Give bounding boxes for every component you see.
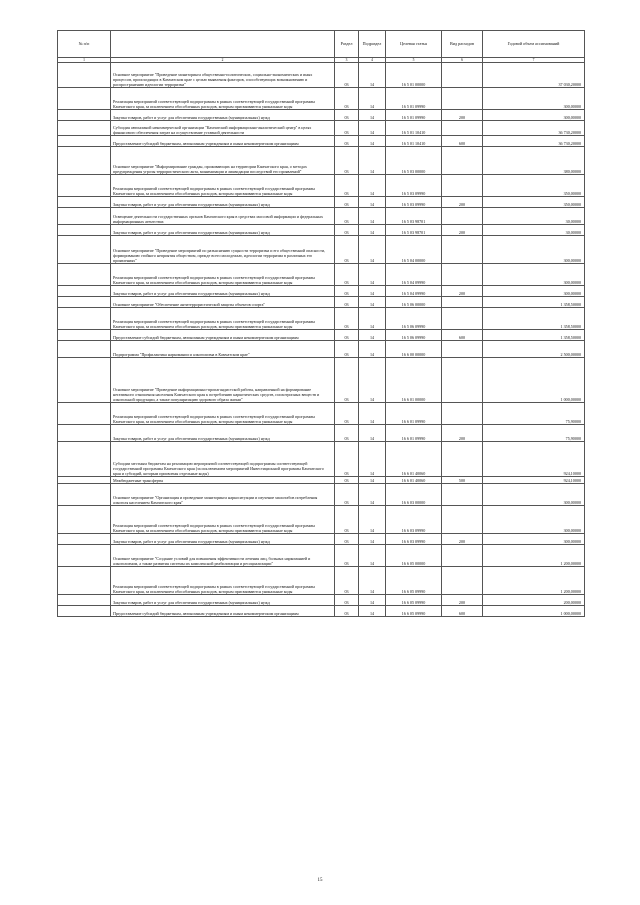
section-code: 03 — [335, 403, 359, 425]
target-article-code: 16 6 00 00000 — [386, 341, 442, 358]
subsection-code: 14 — [359, 286, 386, 297]
section-code: 03 — [335, 63, 359, 88]
section-code: 03 — [335, 606, 359, 617]
column-index-5: 5 — [386, 58, 442, 63]
table-row — [58, 297, 585, 308]
item-name: Реализация мероприятий соответствующей подпрограммы в рамках соответствующей государственной программы Камчатского края, за исключением обособленных расходов, которым присваиваются уникальные коды — [111, 567, 335, 595]
section-code: 03 — [335, 297, 359, 308]
subsection-code: 14 — [359, 225, 386, 236]
target-article-code: 16 5 01 00000 — [386, 63, 442, 88]
target-article-code: 16 6 05 09990 — [386, 606, 442, 617]
row-num-cell — [58, 63, 111, 88]
expense-type-code: 200 — [442, 197, 483, 208]
subsection-code: 14 — [359, 606, 386, 617]
target-article-code: 16 5 03 00000 — [386, 147, 442, 175]
item-name: Основное мероприятие "Проведение мероприятий по разъяснению сущности терроризма и его общественной опасности, формированию стойкого неприятия обществом, прежде всего молодежью, идеологии терроризма в различных его проявлениях" — [111, 236, 335, 264]
item-name: Реализация мероприятий соответствующей подпрограммы в рамках соответствующей государственной программы Камчатского края, за исключением обособленных расходов, которым присваиваются уникальные коды — [111, 175, 335, 197]
column-index-1: 1 — [58, 58, 111, 63]
section-code: 03 — [335, 236, 359, 264]
subsection-code: 14 — [359, 341, 386, 358]
expense-type-code: 200 — [442, 425, 483, 442]
table-row — [58, 147, 585, 175]
annual-amount: 36 730,20000 — [483, 136, 585, 147]
column-index-3: 3 — [335, 58, 359, 63]
table-row — [58, 403, 585, 425]
annual-amount: 924,10000 — [483, 442, 585, 477]
target-article-code: 16 5 04 00000 — [386, 236, 442, 264]
subsection-code: 14 — [359, 403, 386, 425]
table-row — [58, 425, 585, 442]
annual-amount: 75,90000 — [483, 425, 585, 442]
section-code: 03 — [335, 341, 359, 358]
section-code: 03 — [335, 545, 359, 567]
subsection-code: 14 — [359, 477, 386, 484]
target-article-code: 16 5 03 09990 — [386, 175, 442, 197]
target-article-code: 16 6 05 09990 — [386, 595, 442, 606]
item-name: Закупка товаров, работ и услуг для обеспечения государственных (муниципальных) нужд — [111, 286, 335, 297]
expense-type-code: 200 — [442, 595, 483, 606]
table-row — [58, 545, 585, 567]
table-row — [58, 477, 585, 484]
annual-amount: 200,00000 — [483, 595, 585, 606]
header-subsection: Подраздел — [359, 31, 386, 58]
section-code: 03 — [335, 147, 359, 175]
item-name: Предоставление субсидий бюджетным, автономным учреждениям и иным некоммерческим организациям — [111, 606, 335, 617]
section-code: 03 — [335, 330, 359, 341]
target-article-code: 16 5 01 10410 — [386, 136, 442, 147]
item-name: Закупка товаров, работ и услуг для обеспечения государственных (муниципальных) нужд — [111, 225, 335, 236]
expense-type-code: 600 — [442, 330, 483, 341]
expense-type-code — [442, 236, 483, 264]
expense-type-code — [442, 63, 483, 88]
annual-amount: 30,00000 — [483, 208, 585, 225]
expense-type-code — [442, 308, 483, 330]
expense-type-code — [442, 358, 483, 403]
annual-amount: 1 358,50000 — [483, 330, 585, 341]
subsection-code: 14 — [359, 264, 386, 286]
subsection-code: 14 — [359, 236, 386, 264]
section-code: 03 — [335, 358, 359, 403]
item-name: Предоставление субсидий бюджетным, автономным учреждениям и иным некоммерческим организациям — [111, 330, 335, 341]
item-name: Субсидии местным бюджетам на реализацию мероприятий соответствующей подпрограммы соответствующей государственной программы Камчатского края (за исключением мероприятий Инвестиционной программы Камчатского края и субсидий, которым присвоены отдельные коды) — [111, 442, 335, 477]
target-article-code: 16 6 01 40060 — [386, 477, 442, 484]
section-code: 03 — [335, 477, 359, 484]
expense-type-code — [442, 403, 483, 425]
section-code: 03 — [335, 506, 359, 534]
item-name: Реализация мероприятий соответствующей подпрограммы в рамках соответствующей государственной программы Камчатского края, за исключением обособленных расходов, которым присваиваются уникальные коды — [111, 308, 335, 330]
item-name: Основное мероприятие "Организация и проведение мониторинга наркоситуации и изучение масштабов потребления алкоголя населением Камчатского края" — [111, 484, 335, 506]
header-expense-type: Вид расходов — [442, 31, 483, 58]
target-article-code: 16 6 03 00000 — [386, 484, 442, 506]
target-article-code: 16 5 06 09990 — [386, 330, 442, 341]
row-num-cell — [58, 534, 111, 545]
annual-amount: 1 200,00000 — [483, 545, 585, 567]
subsection-code: 14 — [359, 63, 386, 88]
expense-type-code — [442, 545, 483, 567]
annual-amount: 300,00000 — [483, 506, 585, 534]
annual-amount: 2 500,00000 — [483, 341, 585, 358]
table-row — [58, 264, 585, 286]
table-row — [58, 506, 585, 534]
row-num-cell — [58, 358, 111, 403]
target-article-code: 16 5 04 09990 — [386, 264, 442, 286]
table-body — [58, 63, 585, 617]
annual-amount: 1 358,50000 — [483, 297, 585, 308]
annual-amount: 1 200,00000 — [483, 567, 585, 595]
target-article-code: 16 5 06 00000 — [386, 297, 442, 308]
section-code: 03 — [335, 567, 359, 595]
expense-type-code — [442, 442, 483, 477]
annual-amount: 300,00000 — [483, 110, 585, 121]
expense-type-code — [442, 88, 483, 110]
subsection-code: 14 — [359, 197, 386, 208]
target-article-code: 16 5 03 98701 — [386, 225, 442, 236]
annual-amount: 30,00000 — [483, 225, 585, 236]
annual-amount: 924,10000 — [483, 477, 585, 484]
subsection-code: 14 — [359, 545, 386, 567]
target-article-code: 16 6 05 00000 — [386, 545, 442, 567]
target-article-code: 16 6 01 00000 — [386, 358, 442, 403]
section-code: 03 — [335, 225, 359, 236]
annual-amount: 37 030,20000 — [483, 63, 585, 88]
expense-type-code — [442, 208, 483, 225]
annual-amount: 36 730,20000 — [483, 121, 585, 136]
subsection-code: 14 — [359, 534, 386, 545]
subsection-code: 14 — [359, 358, 386, 403]
section-code: 03 — [335, 308, 359, 330]
item-name: Основное мероприятие "Информирование граждан, проживающих на территории Камчатского края, о методах предупреждения угрозы террористического акта, минимизации и ликвидации последствий его проявлений" — [111, 147, 335, 175]
section-code: 03 — [335, 136, 359, 147]
target-article-code: 16 6 01 40060 — [386, 442, 442, 477]
subsection-code: 14 — [359, 330, 386, 341]
row-num-cell — [58, 308, 111, 330]
budget-table-sheet — [57, 30, 584, 617]
subsection-code: 14 — [359, 595, 386, 606]
target-article-code: 16 6 01 09990 — [386, 403, 442, 425]
item-name: Закупка товаров, работ и услуг для обеспечения государственных (муниципальных) нужд — [111, 595, 335, 606]
subsection-code: 14 — [359, 147, 386, 175]
subsection-code: 14 — [359, 110, 386, 121]
subsection-code: 14 — [359, 425, 386, 442]
row-num-cell — [58, 286, 111, 297]
table-row — [58, 110, 585, 121]
target-article-code: 16 5 01 09990 — [386, 88, 442, 110]
subsection-code: 14 — [359, 308, 386, 330]
annual-amount: 300,00000 — [483, 264, 585, 286]
expense-type-code: 200 — [442, 225, 483, 236]
item-name: Основное мероприятие "Проведение информационно-пропагандистской работы, направленной на формирование негативного отношения населения Камчатского края к потреблению наркотических средств, психотропных веществ и алкогольной продукции, а также популяризацию здорового образа жизни" — [111, 358, 335, 403]
header-section: Раздел — [335, 31, 359, 58]
section-code: 03 — [335, 110, 359, 121]
table-row — [58, 136, 585, 147]
column-index-2: 2 — [111, 58, 335, 63]
annual-amount: 350,00000 — [483, 175, 585, 197]
target-article-code: 16 6 03 09990 — [386, 506, 442, 534]
header-num: № п/п — [58, 31, 111, 58]
row-num-cell — [58, 425, 111, 442]
expense-type-code — [442, 484, 483, 506]
table-row — [58, 197, 585, 208]
section-code: 03 — [335, 484, 359, 506]
header-annual-amount: Годовой объем ассигнований — [483, 31, 585, 58]
annual-amount: 1 358,50000 — [483, 308, 585, 330]
section-code: 03 — [335, 286, 359, 297]
header-name — [111, 31, 335, 58]
expense-type-code: 500 — [442, 477, 483, 484]
subsection-code: 14 — [359, 88, 386, 110]
section-code: 03 — [335, 197, 359, 208]
table-row — [58, 286, 585, 297]
table-row — [58, 358, 585, 403]
row-num-cell — [58, 341, 111, 358]
column-index-6: 6 — [442, 58, 483, 63]
annual-amount: 300,00000 — [483, 286, 585, 297]
item-name: Реализация мероприятий соответствующей подпрограммы в рамках соответствующей государственной программы Камчатского края, за исключением обособленных расходов, которым присваиваются уникальные коды — [111, 264, 335, 286]
row-num-cell — [58, 403, 111, 425]
subsection-code: 14 — [359, 506, 386, 534]
page-number: 15 — [317, 878, 323, 883]
row-num-cell — [58, 197, 111, 208]
table-row — [58, 534, 585, 545]
item-name: Закупка товаров, работ и услуг для обеспечения государственных (муниципальных) нужд — [111, 197, 335, 208]
expense-type-code: 200 — [442, 110, 483, 121]
target-article-code: 16 5 03 98701 — [386, 208, 442, 225]
target-article-code: 16 5 04 09990 — [386, 286, 442, 297]
header-row — [58, 31, 585, 58]
row-num-cell — [58, 595, 111, 606]
annual-amount: 300,00000 — [483, 236, 585, 264]
table-row — [58, 88, 585, 110]
table-row — [58, 341, 585, 358]
target-article-code: 16 6 01 09990 — [386, 425, 442, 442]
section-code: 03 — [335, 442, 359, 477]
section-code: 03 — [335, 88, 359, 110]
expense-type-code — [442, 506, 483, 534]
expense-type-code — [442, 341, 483, 358]
item-name: Закупка товаров, работ и услуг для обеспечения государственных (муниципальных) нужд — [111, 425, 335, 442]
expense-type-code: 600 — [442, 606, 483, 617]
subsection-code: 14 — [359, 484, 386, 506]
section-code: 03 — [335, 208, 359, 225]
annual-amount: 1 000,00000 — [483, 606, 585, 617]
table-row — [58, 175, 585, 197]
item-name: Закупка товаров, работ и услуг для обеспечения государственных (муниципальных) нужд — [111, 110, 335, 121]
subsection-code: 14 — [359, 442, 386, 477]
row-num-cell — [58, 297, 111, 308]
row-num-cell — [58, 484, 111, 506]
table-row — [58, 308, 585, 330]
item-name: Предоставление субсидий бюджетным, автономным учреждениям и иным некоммерческим организациям — [111, 136, 335, 147]
expense-type-code: 200 — [442, 534, 483, 545]
expense-type-code — [442, 147, 483, 175]
item-name: Основное мероприятие "Создание условий для повышения эффективности лечения лиц, больных наркоманией и алкоголизмом, а также развития системы их комплексной реабилитации и ресоциализации" — [111, 545, 335, 567]
section-code: 03 — [335, 534, 359, 545]
expense-type-code: 600 — [442, 136, 483, 147]
row-num-cell — [58, 110, 111, 121]
subsection-code: 14 — [359, 175, 386, 197]
row-num-cell — [58, 477, 111, 484]
annual-amount: 300,00000 — [483, 534, 585, 545]
item-name: Реализация мероприятий соответствующей подпрограммы в рамках соответствующей государственной программы Камчатского края, за исключением обособленных расходов, которым присваиваются уникальные коды — [111, 88, 335, 110]
annual-amount: 380,00000 — [483, 147, 585, 175]
table-row — [58, 63, 585, 88]
subsection-code: 14 — [359, 208, 386, 225]
expense-type-code — [442, 297, 483, 308]
row-num-cell — [58, 121, 111, 136]
row-num-cell — [58, 606, 111, 617]
budget-allocation-table — [57, 30, 585, 617]
subsection-code: 14 — [359, 567, 386, 595]
annual-amount: 75,90000 — [483, 403, 585, 425]
table-row — [58, 484, 585, 506]
row-num-cell — [58, 442, 111, 477]
subsection-code: 14 — [359, 297, 386, 308]
target-article-code: 16 6 05 09990 — [386, 567, 442, 595]
item-name: Освещение деятельности государственных органов Камчатского края в средствах массовой информации и федеральных информационных агентствах — [111, 208, 335, 225]
target-article-code: 16 6 03 09990 — [386, 534, 442, 545]
table-row — [58, 236, 585, 264]
section-code: 03 — [335, 425, 359, 442]
item-name: Межбюджетные трансферты — [111, 477, 335, 484]
target-article-code: 16 5 06 09990 — [386, 308, 442, 330]
row-num-cell — [58, 506, 111, 534]
item-name: Реализация мероприятий соответствующей подпрограммы в рамках соответствующей государственной программы Камчатского края, за исключением обособленных расходов, которым присваиваются уникальные коды — [111, 506, 335, 534]
table-row — [58, 595, 585, 606]
expense-type-code: 200 — [442, 286, 483, 297]
table-row — [58, 442, 585, 477]
section-code: 03 — [335, 264, 359, 286]
row-num-cell — [58, 147, 111, 175]
table-row — [58, 567, 585, 595]
annual-amount: 300,00000 — [483, 88, 585, 110]
row-num-cell — [58, 236, 111, 264]
row-num-cell — [58, 264, 111, 286]
target-article-code: 16 5 01 10410 — [386, 121, 442, 136]
expense-type-code — [442, 175, 483, 197]
item-name: Основное мероприятие "Проведение мониторинга общественно-политических, социально-экономических и иных процессов, происходящих в Камчатском крае с целью выявления факторов, способствующих возникновению и распространению идеологии терроризма" — [111, 63, 335, 88]
item-name: Реализация мероприятий соответствующей подпрограммы в рамках соответствующей государственной программы Камчатского края, за исключением обособленных расходов, которым присваиваются уникальные коды — [111, 403, 335, 425]
column-index-7: 7 — [483, 58, 585, 63]
expense-type-code — [442, 121, 483, 136]
target-article-code: 16 5 03 09990 — [386, 197, 442, 208]
section-code: 03 — [335, 595, 359, 606]
row-num-cell — [58, 567, 111, 595]
subsection-code: 14 — [359, 136, 386, 147]
annual-amount: 300,00000 — [483, 484, 585, 506]
annual-amount: 1 000,00000 — [483, 358, 585, 403]
subsection-code: 14 — [359, 121, 386, 136]
table-row — [58, 330, 585, 341]
row-num-cell — [58, 330, 111, 341]
expense-type-code — [442, 567, 483, 595]
annual-amount: 350,00000 — [483, 197, 585, 208]
section-code: 03 — [335, 175, 359, 197]
item-name: Подпрограмма "Профилактика наркомании и алкоголизма в Камчатском крае" — [111, 341, 335, 358]
column-index-4: 4 — [359, 58, 386, 63]
item-name: Закупка товаров, работ и услуг для обеспечения государственных (муниципальных) нужд — [111, 534, 335, 545]
item-name: Субсидия автономной некоммерческой организации "Камчатский информационно-аналитический центр" в целях финансового обеспечения затрат на осуществление уставной деятельности — [111, 121, 335, 136]
row-num-cell — [58, 136, 111, 147]
row-num-cell — [58, 175, 111, 197]
section-code: 03 — [335, 121, 359, 136]
row-num-cell — [58, 208, 111, 225]
header-target-article: Целевая статья — [386, 31, 442, 58]
target-article-code: 16 5 01 09990 — [386, 110, 442, 121]
row-num-cell — [58, 88, 111, 110]
table-row — [58, 208, 585, 225]
table-row — [58, 121, 585, 136]
row-num-cell — [58, 545, 111, 567]
expense-type-code — [442, 264, 483, 286]
table-row — [58, 606, 585, 617]
table-row — [58, 225, 585, 236]
row-num-cell — [58, 225, 111, 236]
item-name: Основное мероприятие "Обеспечение антитеррористической защиты объектов спорта" — [111, 297, 335, 308]
